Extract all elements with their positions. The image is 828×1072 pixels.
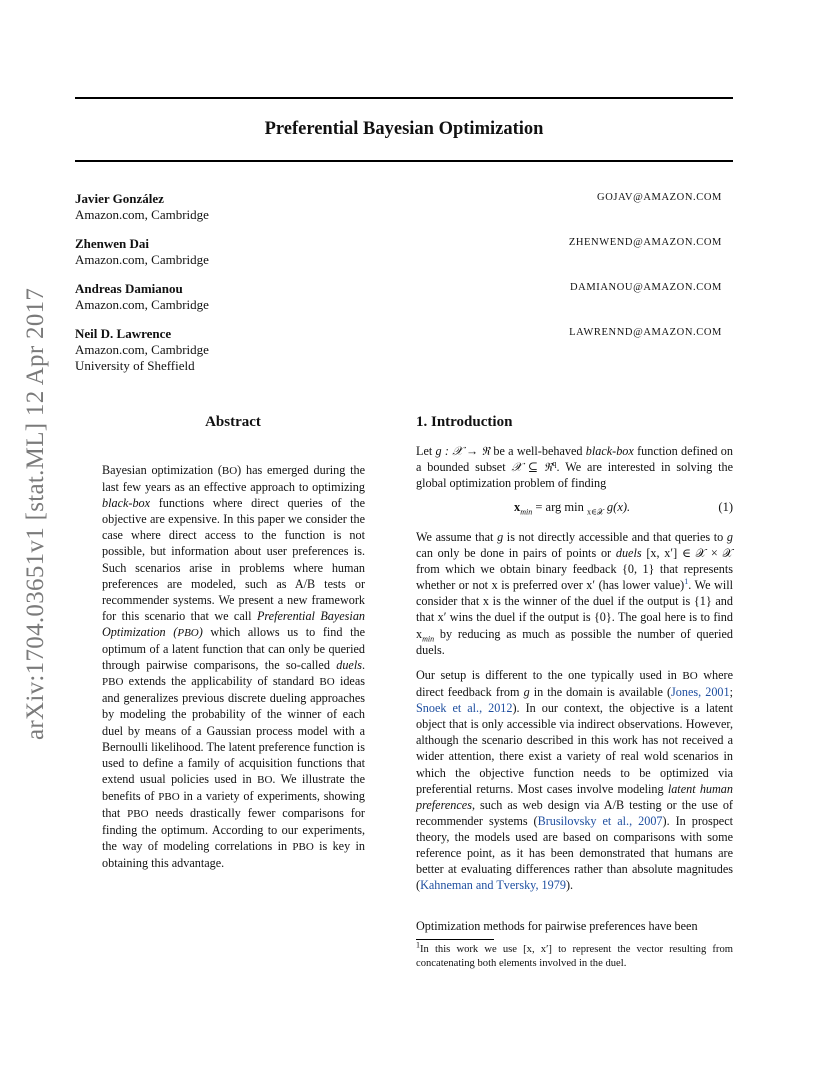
citation-link[interactable]: Brusilovsky et al., 2007 — [537, 813, 663, 828]
author-block — [75, 236, 725, 268]
author-block — [75, 191, 725, 223]
author-email[interactable]: GOJAV@AMAZON.COM — [597, 192, 722, 203]
title-bottom-rule — [75, 160, 733, 162]
paper-title: Preferential Bayesian Optimization — [264, 119, 544, 139]
author-affiliation: Amazon.com, Cambridge — [75, 342, 209, 357]
intro-paragraph: Our setup is different to the one typically used in BO where direct feedback from g in the domain is available (Jones, 2001; Snoek et al., 2012). In our context, the objective is a latent object that is only accessible via indirect observations. However, although the scenario described in this work has not received a wider attention, there exist a variety of real wold scenarios in which the objective function needs to be optimized via preferential returns. Most cases involve modeling latent human preferences, such as web design via A/B testing or the use of recommender systems (Brusilovsky et al., 2007). In prospect theory, the models used are based on comparisons with some reference point, as it has been demonstrated that humans are better at evaluating differences rather than absolute magnitudes (Kahneman and Tversky, 1979). — [416, 668, 734, 893]
citation-link[interactable]: Kahneman and Tversky, 1979 — [420, 878, 566, 893]
footnote-rule — [416, 939, 494, 940]
intro-paragraph: Let g : 𝒳 → ℜ be a well-behaved black-box function defined on a bounded subset 𝒳 ⊆ ℜ$^q$. We are interested in solving the global optimization problem of finding — [416, 444, 734, 491]
footnote-marker[interactable]: 1 — [684, 577, 689, 587]
citation-link[interactable]: Snoek et al., 2012 — [416, 701, 513, 716]
abstract-heading: Abstract — [205, 414, 261, 430]
footnote-mark: 1 — [416, 940, 420, 950]
author-name: Andreas Damianou — [75, 281, 183, 296]
footnote: $^1$In this work we use [x, x′] to represent the vector resulting from concatenating both elements involved in the duel. — [416, 940, 733, 969]
author-name: Neil D. Lawrence — [75, 326, 172, 341]
intro-paragraph: Optimization methods for pairwise preferences have been — [416, 919, 698, 933]
author-affiliation: Amazon.com, Cambridge — [75, 252, 209, 267]
abstract-body: Bayesian optimization (BO) has emerged during the last few years as an effective approach to optimizing black-box functions where direct queries of the objective are expensive. In this paper we consider the case where direct access to the function is not possible, but information about user preferences is. Such scenarios arise in problems where human preferences are modeled, such as A/B tests or recommender systems. We present a new framework for this scenario that we call Preferential Bayesian Optimization (PBO) which allows us to find the optimum of a latent function that can only be queried through pairwise comparisons, the so-called duels. PBO extends the applicability of standard BO ideas and generalizes previous discrete dueling approaches by modeling the probability of the winner of each duel by means of a Gaussian process model with a Bernoulli likelihood. The latent preference function is used to define a family of acquisition functions that extend usual policies used in BO. We illustrate the benefits of PBO in a variety of experiments, showing that PBO needs drastically fewer comparisons for finding the optimum. According to our experiments, the way of modeling correlations in PBO is key in obtaining this advantage. — [102, 463, 366, 871]
title-top-rule — [75, 97, 733, 99]
author-affiliation-secondary: University of Sheffield — [75, 358, 195, 373]
equation-expression: $x_{min}$ = arg min $_{x\in 𝒳}$ g(x). — [514, 500, 631, 517]
citation-link[interactable]: Jones, 2001 — [671, 685, 730, 700]
author-block — [75, 281, 725, 313]
intro-paragraph: We assume that g is not directly accessible and that queries to g can only be done in pairs of points or duels [x, x′] ∈ 𝒳 × 𝒳 from which we obtain binary feedback {0, 1} that represents whether or not x is preferred over x′ (has lower value)$^1$. We will consider that x is the winner of the duel if the output is {1} and that x′ wins the duel if the output is {0}. The goal here is to find $x_{min}$ by reducing as much as possible the number of queried duels. — [416, 530, 734, 657]
author-affiliation: Amazon.com, Cambridge — [75, 207, 209, 222]
author-email[interactable]: ZHENWEND@AMAZON.COM — [568, 237, 722, 248]
author-block — [75, 326, 725, 374]
author-name: Javier González — [75, 191, 164, 206]
author-name: Zhenwen Dai — [75, 236, 150, 251]
equation-1 — [416, 500, 733, 522]
equation-number: (1) — [718, 500, 733, 514]
author-affiliation: Amazon.com, Cambridge — [75, 297, 209, 312]
section-heading-introduction: 1. Introduction — [416, 414, 513, 430]
author-email[interactable]: DAMIANOU@AMAZON.COM — [569, 282, 722, 293]
arxiv-identifier[interactable]: arXiv:1704.03651v1 [stat.ML] 12 Apr 2017 — [22, 287, 49, 740]
author-email[interactable]: LAWRENND@AMAZON.COM — [569, 327, 722, 338]
